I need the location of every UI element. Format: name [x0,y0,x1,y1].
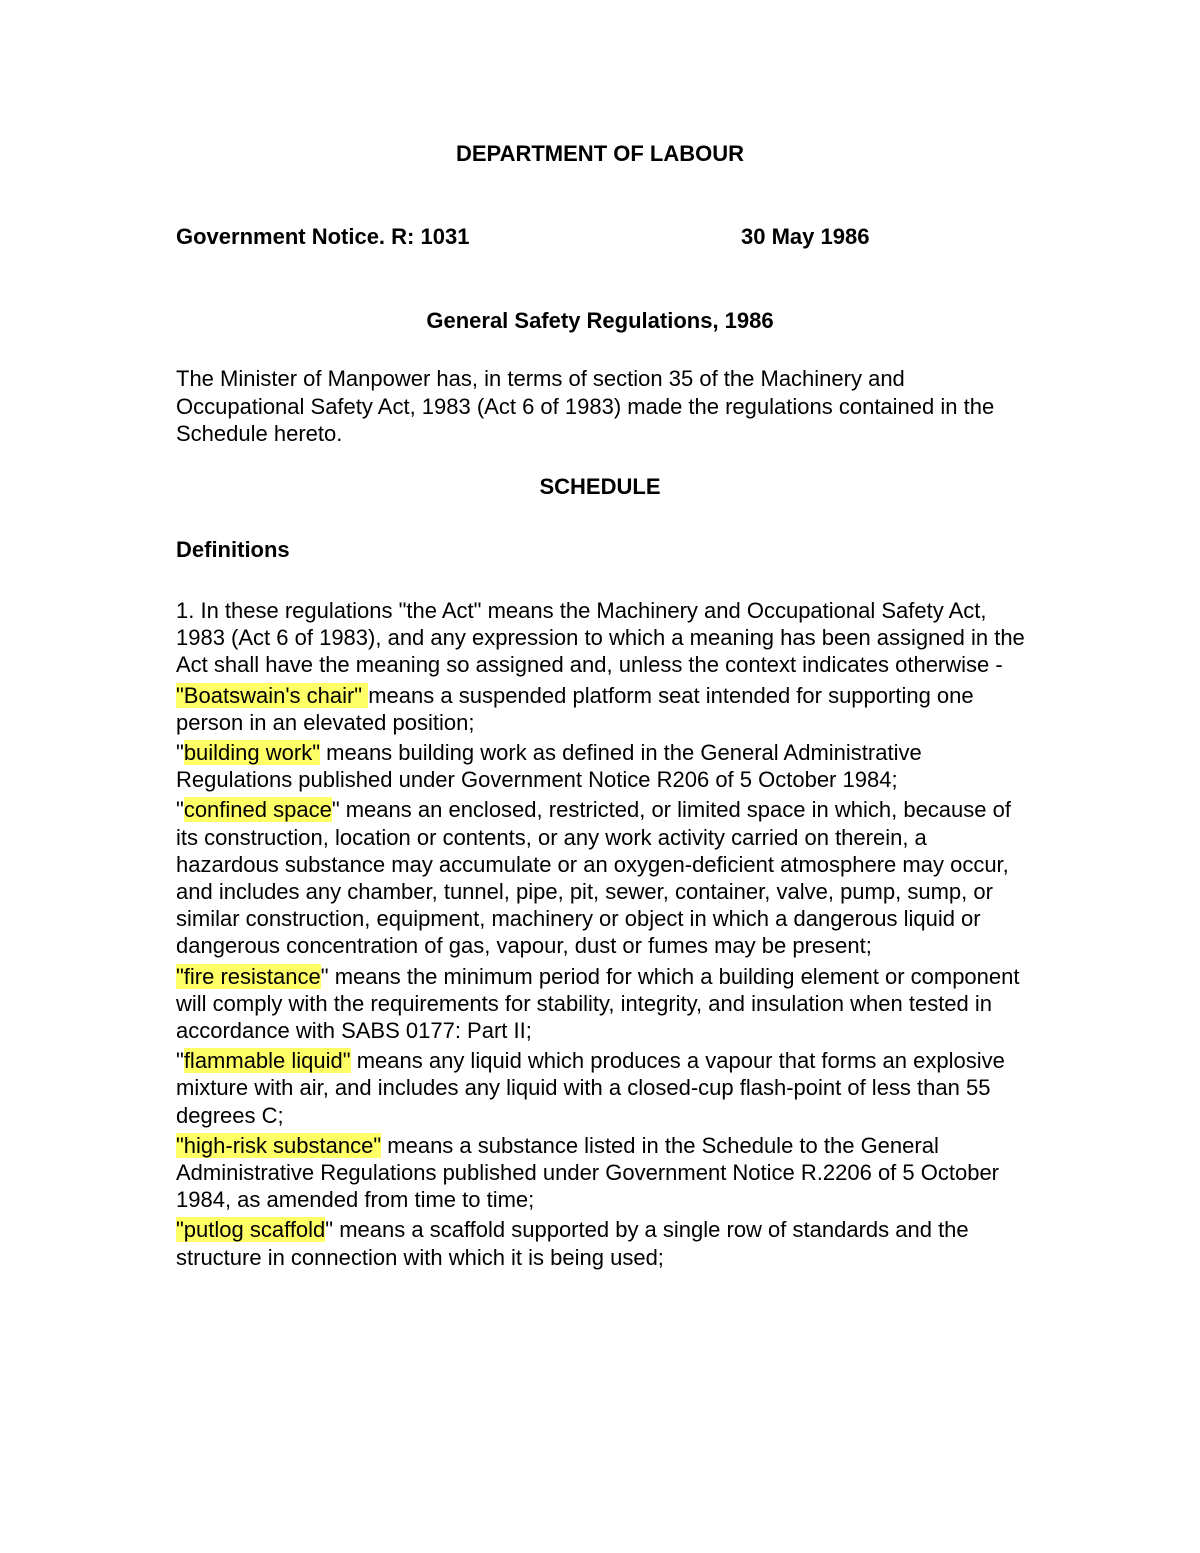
schedule-heading: SCHEDULE [539,474,661,499]
definitions-heading: Definitions [176,537,290,562]
definition-prefix: " [176,1048,184,1074]
definition-entry [176,739,1026,793]
definition-entry [176,963,1026,1045]
definition-entry [176,796,1026,959]
notice-number: Government Notice. R: 1031 [176,224,470,249]
definition-term-highlight: building work" [183,740,321,766]
definition-entry [176,682,1026,736]
definition-term-highlight: "Boatswain's chair" [176,682,369,708]
definition-term-highlight: "putlog scaffold [176,1217,326,1243]
definition-text: means any liquid which produces a vapour that forms an explosive mixture with air, and includes any liquid with a closed-cup flash-point of less than 55 degrees C; [176,1048,1005,1128]
definitions-section [176,597,1026,1271]
definition-entry [176,1132,1026,1214]
definition-text: " means the minimum period for which a building element or component will comply with the requirements for stability, integrity, and insulation when tested in accordance with SABS 0177: Part II; [176,963,1020,1044]
definition-text: means a suspended platform seat intended for supporting one person in an elevated position; [176,682,974,735]
definition-text: means building work as defined in the General Administrative Regulations published under Government Notice R206 of 5 October 1984; [176,740,922,793]
regulation-title: General Safety Regulations, 1986 [426,308,774,333]
definition-text: " means an enclosed, restricted, or limited space in which, because of its construction, location or contents, or any work activity carried on therein, a hazardous substance may accumulate or an oxygen-deficient atmosphere may occur, and includes any chamber, tunnel, pipe, pit, sewer, container, valve, pump, sump, or similar construction, equipment, machinery or object in which a dangerous liquid or dangerous concentration of gas, vapour, dust or fumes may be present; [176,797,1011,959]
definition-term-highlight: confined space [183,797,332,823]
department-title: DEPARTMENT OF LABOUR [455,141,745,166]
definition-entry [176,1047,1026,1129]
definition-prefix: " [176,740,184,766]
notice-date: 30 May 1986 [741,224,870,249]
definition-term-highlight: flammable liquid" [183,1048,351,1074]
preamble-paragraph: The Minister of Manpower has, in terms of section 35 of the Machinery and Occupational Safety Act, 1983 (Act 6 of 1983) made the regulations contained in the Schedule hereto. [176,366,995,446]
definition-entry [176,1216,1026,1270]
definition-text: means a substance listed in the Schedule to the General Administrative Regulations published under Government Notice R.2206 of 5 October 1984, as amended from time to time; [176,1132,1000,1213]
definition-text: " means a scaffold supported by a single row of standards and the structure in connection with which it is being used; [176,1217,969,1270]
definition-term-highlight: "fire resistance [176,963,321,989]
definition-prefix: " [176,797,184,823]
definition-term-highlight: "high-risk substance" [176,1132,382,1158]
clause-1: 1. In these regulations "the Act" means the Machinery and Occupational Safety Act, 1983 (Act 6 of 1983), and any expression to which a meaning has been assigned in the Act shall have the meaning so assigned and, unless the context indicates otherwise - [176,598,1025,678]
